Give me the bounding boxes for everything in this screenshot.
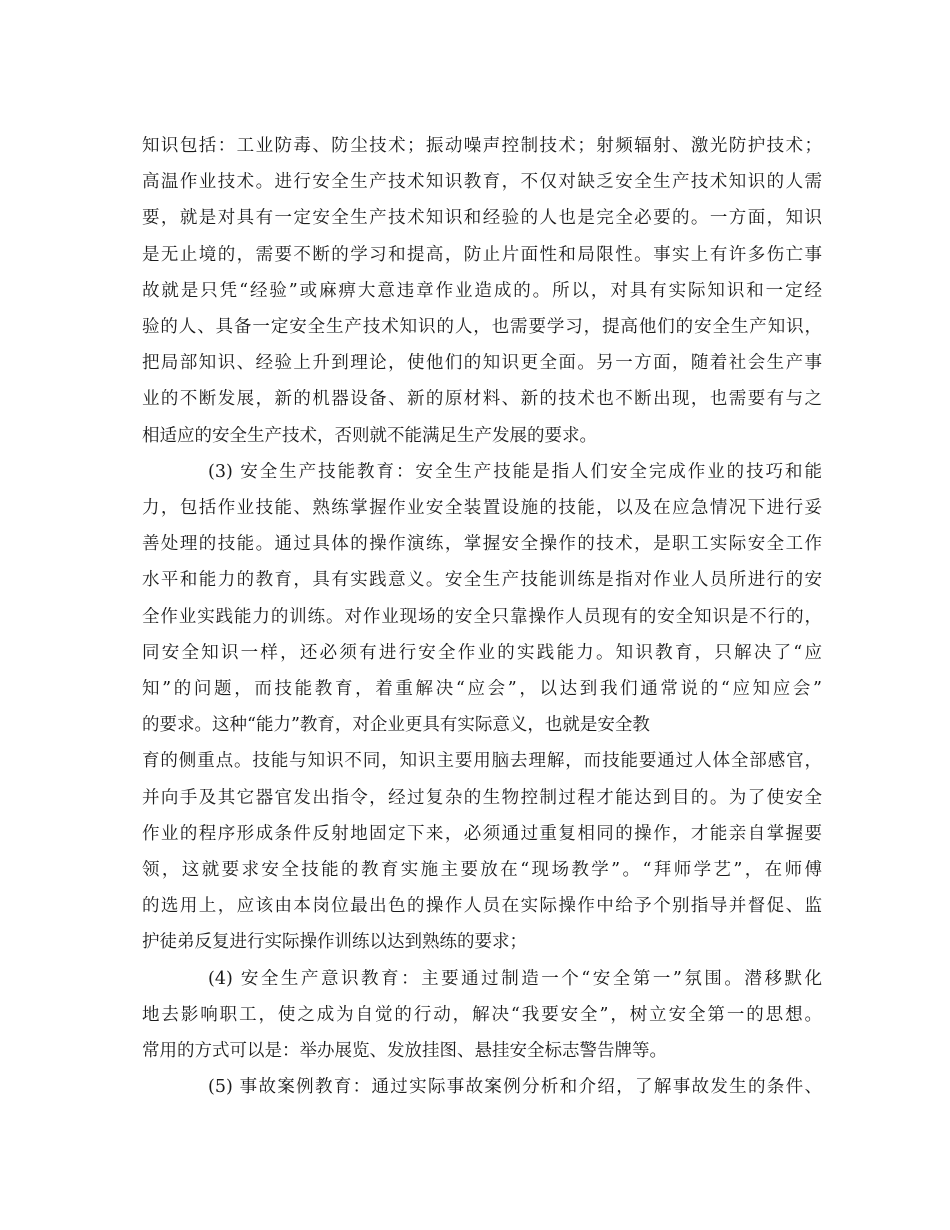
text-line: 把局部知识、经验上升到理论，使他们的知识更全面。另一方面，随着社会生产事 <box>142 353 822 373</box>
text-line: 知”的问题，而技能教育，着重解决“应会”，以达到我们通常说的“应知应会” <box>142 679 822 699</box>
text-line: 善处理的技能。通过具体的操作演练，掌握安全操作的技术，是职工实际安全工作 <box>142 534 822 554</box>
text-line: 力，包括作业技能、熟练掌握作业安全装置设施的技能，以及在应急情况下进行妥 <box>142 498 822 518</box>
text-line: 常用的方式可以是：举办展览、发放挂图、悬挂安全标志警告牌等。 <box>142 1041 667 1061</box>
text-line: 同安全知识一样，还必须有进行安全作业的实践能力。知识教育，只解决了“应 <box>142 643 822 663</box>
text-line: 的选用上，应该由本岗位最出色的操作人员在实际操作中给予个别指导并督促、监 <box>142 896 822 916</box>
text-line: 水平和能力的教育，具有实践意义。安全生产技能训练是指对作业人员所进行的安 <box>142 570 822 590</box>
text-line: 育的侧重点。技能与知识不同，知识主要用脑去理解，而技能要通过人体全部感官， <box>142 751 822 771</box>
text-line: 故就是只凭“经验”或麻痹大意违章作业造成的。所以，对具有实际知识和一定经 <box>142 281 822 301</box>
text-line: 护徒弟反复进行实际操作训练以达到熟练的要求； <box>142 932 527 952</box>
text-line: 领，这就要求安全技能的教育实施主要放在“现场教学”。“拜师学艺”，在师傅 <box>142 860 822 880</box>
text-line: (3) 安全生产技能教育：安全生产技能是指人们安全完成作业的技巧和能 <box>208 462 822 482</box>
text-line: 高温作业技术。进行安全生产技术知识教育，不仅对缺乏安全生产技术知识的人需 <box>142 172 822 192</box>
text-line: (5) 事故案例教育：通过实际事故案例分析和介绍，了解事故发生的条件、 <box>208 1077 822 1097</box>
text-line: 知识包括：工业防毒、防尘技术；振动噪声控制技术；射频辐射、激光防护技术； <box>142 136 822 156</box>
text-line: 地去影响职工，使之成为自觉的行动，解决“我要安全”，树立安全第一的思想。 <box>142 1005 822 1025</box>
text-line: 要，就是对具有一定安全生产技术知识和经验的人也是完全必要的。一方面，知识 <box>142 208 822 228</box>
text-line: 全作业实践能力的训练。对作业现场的安全只靠操作人员现有的安全知识是不行的， <box>142 607 822 627</box>
text-line: 并向手及其它器官发出指令，经过复杂的生物控制过程才能达到目的。为了使安全 <box>142 788 822 808</box>
text-line: 是无止境的，需要不断的学习和提高，防止片面性和局限性。事实上有许多伤亡事 <box>142 245 822 265</box>
text-line: (4) 安全生产意识教育：主要通过制造一个“安全第一”氛围。潜移默化 <box>208 969 822 989</box>
text-line: 业的不断发展，新的机器设备、新的原材料、新的技术也不断出现，也需要有与之 <box>142 389 822 409</box>
text-line: 相适应的安全生产技术，否则就不能满足生产发展的要求。 <box>142 426 597 446</box>
text-line: 作业的程序形成条件反射地固定下来，必须通过重复相同的操作，才能亲自掌握要 <box>142 824 822 844</box>
text-line: 的要求。这种“能力”教育，对企业更具有实际意义，也就是安全教 <box>142 715 650 735</box>
text-line: 验的人、具备一定安全生产技术知识的人，也需要学习，提高他们的安全生产知识， <box>142 317 822 337</box>
